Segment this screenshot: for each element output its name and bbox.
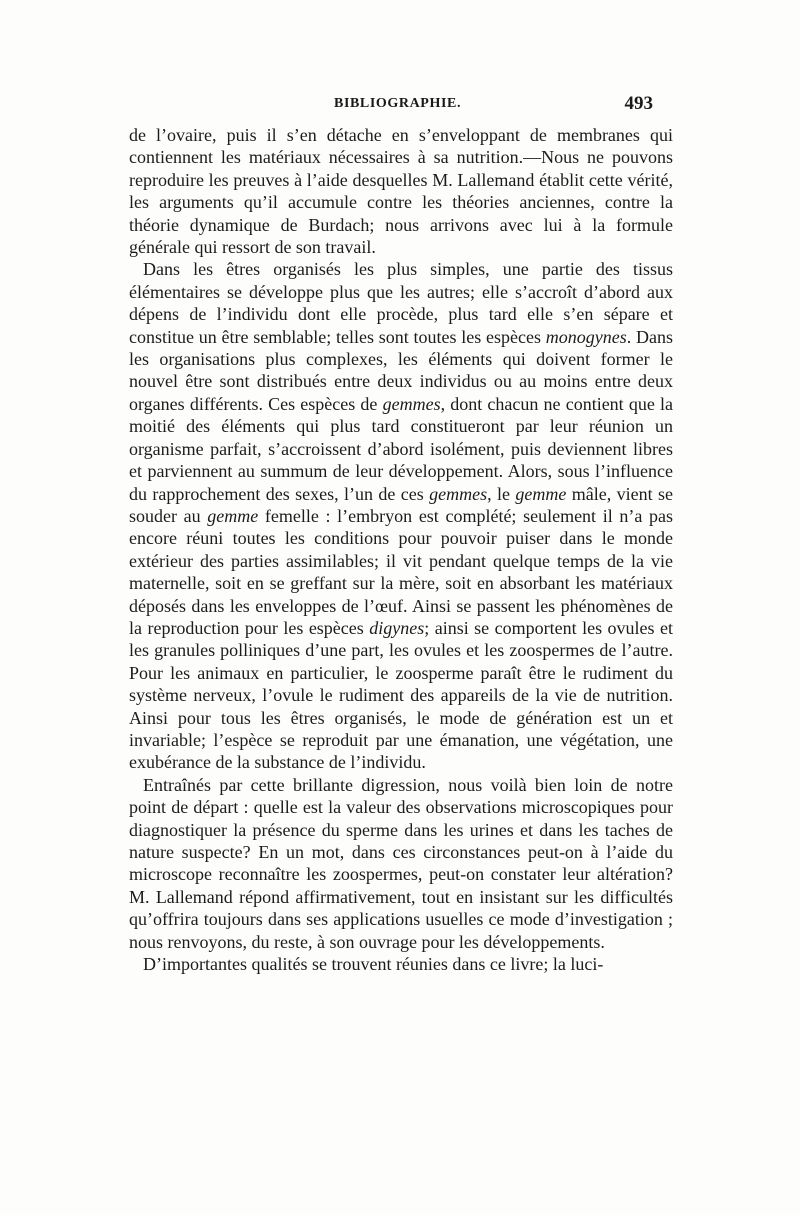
running-head: BIBLIOGRAPHIE. bbox=[334, 96, 462, 111]
text-run: Entraînés par cette brillante digression, nous voilà bien loin de notre point de départ : quelle est la valeur des observations microscopiques pour diagnostiquer la présence du sperme dans les urines et dans les taches de nature suspecte? En un mot, dans ces circonstances peut-on à l’aide du microscope reconnaître les zoospermes, peut-on constater leur altération? M. Lallemand répond affirmativement, tout en insistant sur les difficultés qu’offrira toujours dans ses applications usuelles ce mode d’investigation ; nous renvoyons, du reste, à son ouvrage pour les développements. bbox=[129, 774, 673, 952]
paragraph-3 bbox=[129, 774, 673, 953]
text-run: femelle : l’embryon est complété; seulement il n’a pas encore réuni toutes les conditions pour pouvoir puiser dans le monde extérieur des parties assimilables; il vit pendant quelque temps de la vie maternelle, soit en se greffant sur la mère, soit en absorbant les matériaux déposés dans les enveloppes de l’œuf. Ainsi se passent les phénomènes de la reproduction pour les espèces bbox=[129, 505, 673, 638]
italic-term: gemmes bbox=[382, 393, 441, 414]
text-run: Dans les êtres organisés les plus simples, une partie des tissus élémentaires se développe plus que les autres; elle s’accroît d’abord aux dépens de l’individu dont elle procède, plus tard elle s’en sépare et constitue un être semblable; telles sont toutes les espèces bbox=[129, 259, 673, 347]
text-run: , le bbox=[487, 483, 516, 504]
text-run: D’importantes qualités se trouvent réunies dans ce livre; la luci- bbox=[143, 954, 604, 975]
paragraph-1 bbox=[129, 124, 673, 258]
text-run: mâle, vient se souder au bbox=[129, 483, 674, 526]
page-number: 493 bbox=[624, 93, 653, 114]
text-run: , dont chacun ne contient que la moitié des éléments qui plus tard constitueront par leur réunion un organisme parfait, s’accroissent d’abord isolément, puis deviennent libres et parviennent au summum de leur développement. Alors, sous l’influence du rapprochement des sexes, l’un de ces bbox=[129, 393, 673, 504]
paragraph-2 bbox=[129, 258, 673, 773]
italic-term: monogynes bbox=[545, 326, 627, 347]
body-text bbox=[129, 124, 673, 975]
italic-term: gemme bbox=[515, 483, 567, 504]
text-run: . Dans les organisations plus complexes, les éléments qui doivent former le nouvel être sont distribués entre deux individus ou au moins entre deux organes différents. Ces espèces de bbox=[129, 326, 673, 414]
paragraph-4 bbox=[129, 953, 673, 975]
italic-term: digynes bbox=[369, 617, 425, 638]
italic-term: gemmes bbox=[429, 483, 488, 504]
text-run: ; ainsi se comportent les ovules et les granules polliniques d’une part, les ovules et les zoospermes de l’autre. Pour les animaux en particulier, le zoosperme paraît être le rudiment du système nerveux, l’ovule le rudiment des appareils de la vie de nutrition. Ainsi pour tous les êtres organisés, le mode de génération est un et invariable; l’espèce se reproduit par une émanation, une végétation, une exubérance de la substance de l’individu. bbox=[129, 617, 674, 773]
text-run: de l’ovaire, puis il s’en détache en s’enveloppant de membranes qui contiennent les matériaux nécessaires à sa nutrition.—Nous ne pouvons reproduire les preuves à l’aide desquelles M. Lallemand établit cette vérité, les arguments qu’il accumule contre les théories anciennes, contre la théorie dynamique de Burdach; nous arrivons avec lui à la formule générale qui ressort de son travail. bbox=[129, 125, 673, 258]
page-header bbox=[129, 93, 653, 118]
italic-term: gemme bbox=[207, 505, 259, 526]
